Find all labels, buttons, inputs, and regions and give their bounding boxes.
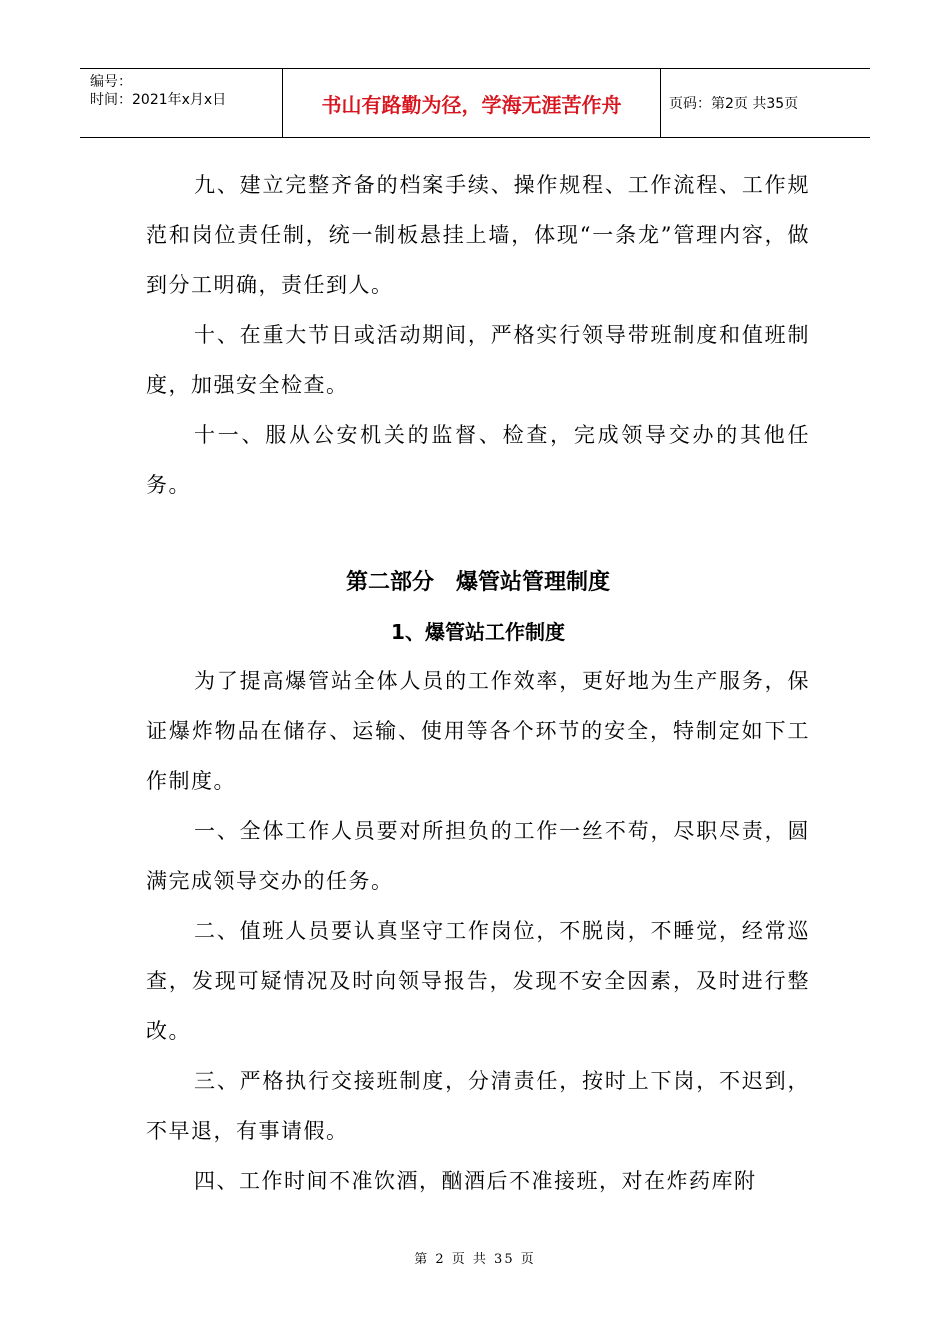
header-page-info: 页码：第2页 共35页: [669, 96, 799, 112]
paragraph-intro: 为了提高爆管站全体人员的工作效率，更好地为生产服务，保证爆炸物品在储存、运输、使用等各个环节的安全，特制定如下工作制度。: [146, 669, 810, 793]
page-header: [80, 68, 870, 138]
paragraph-item-11: 十一、服从公安机关的监督、检查，完成领导交办的其他任务。: [146, 423, 810, 497]
subsection-title: 1、爆管站工作制度: [391, 620, 565, 644]
document-number-label: 编号：: [90, 74, 132, 90]
header-meta: [80, 69, 283, 137]
document-body: [146, 160, 810, 1206]
page-footer: 第 2 页 共 35 页: [414, 1252, 536, 1267]
section-title: 第二部分 爆管站管理制度: [345, 570, 610, 595]
paragraph-rule-1: 一、全体工作人员要对所担负的工作一丝不苟，尽职尽责，圆满完成领导交办的任务。: [146, 819, 810, 893]
paragraph-rule-2: 二、值班人员要认真坚守工作岗位，不脱岗，不睡觉，经常巡查，发现可疑情况及时向领导报告，发现不安全因素，及时进行整改。: [146, 919, 810, 1043]
paragraph-item-9: 九、建立完整齐备的档案手续、操作规程、工作流程、工作规范和岗位责任制，统一制板悬挂上墙，体现“一条龙”管理内容，做到分工明确，责任到人。: [146, 173, 810, 297]
paragraph-rule-4: 四、工作时间不准饮酒，酗酒后不准接班，对在炸药库附: [194, 1169, 757, 1193]
paragraph-item-10: 十、在重大节日或活动期间，严格实行领导带班制度和值班制度，加强安全检查。: [146, 323, 810, 397]
header-motto: 书山有路勤为径，学海无涯苦作舟: [283, 69, 661, 137]
document-time-label: 时间：2021年x月x日: [90, 92, 227, 108]
paragraph-rule-3: 三、严格执行交接班制度，分清责任，按时上下岗，不迟到，不早退，有事请假。: [146, 1069, 810, 1143]
section-spacer: [146, 510, 810, 558]
